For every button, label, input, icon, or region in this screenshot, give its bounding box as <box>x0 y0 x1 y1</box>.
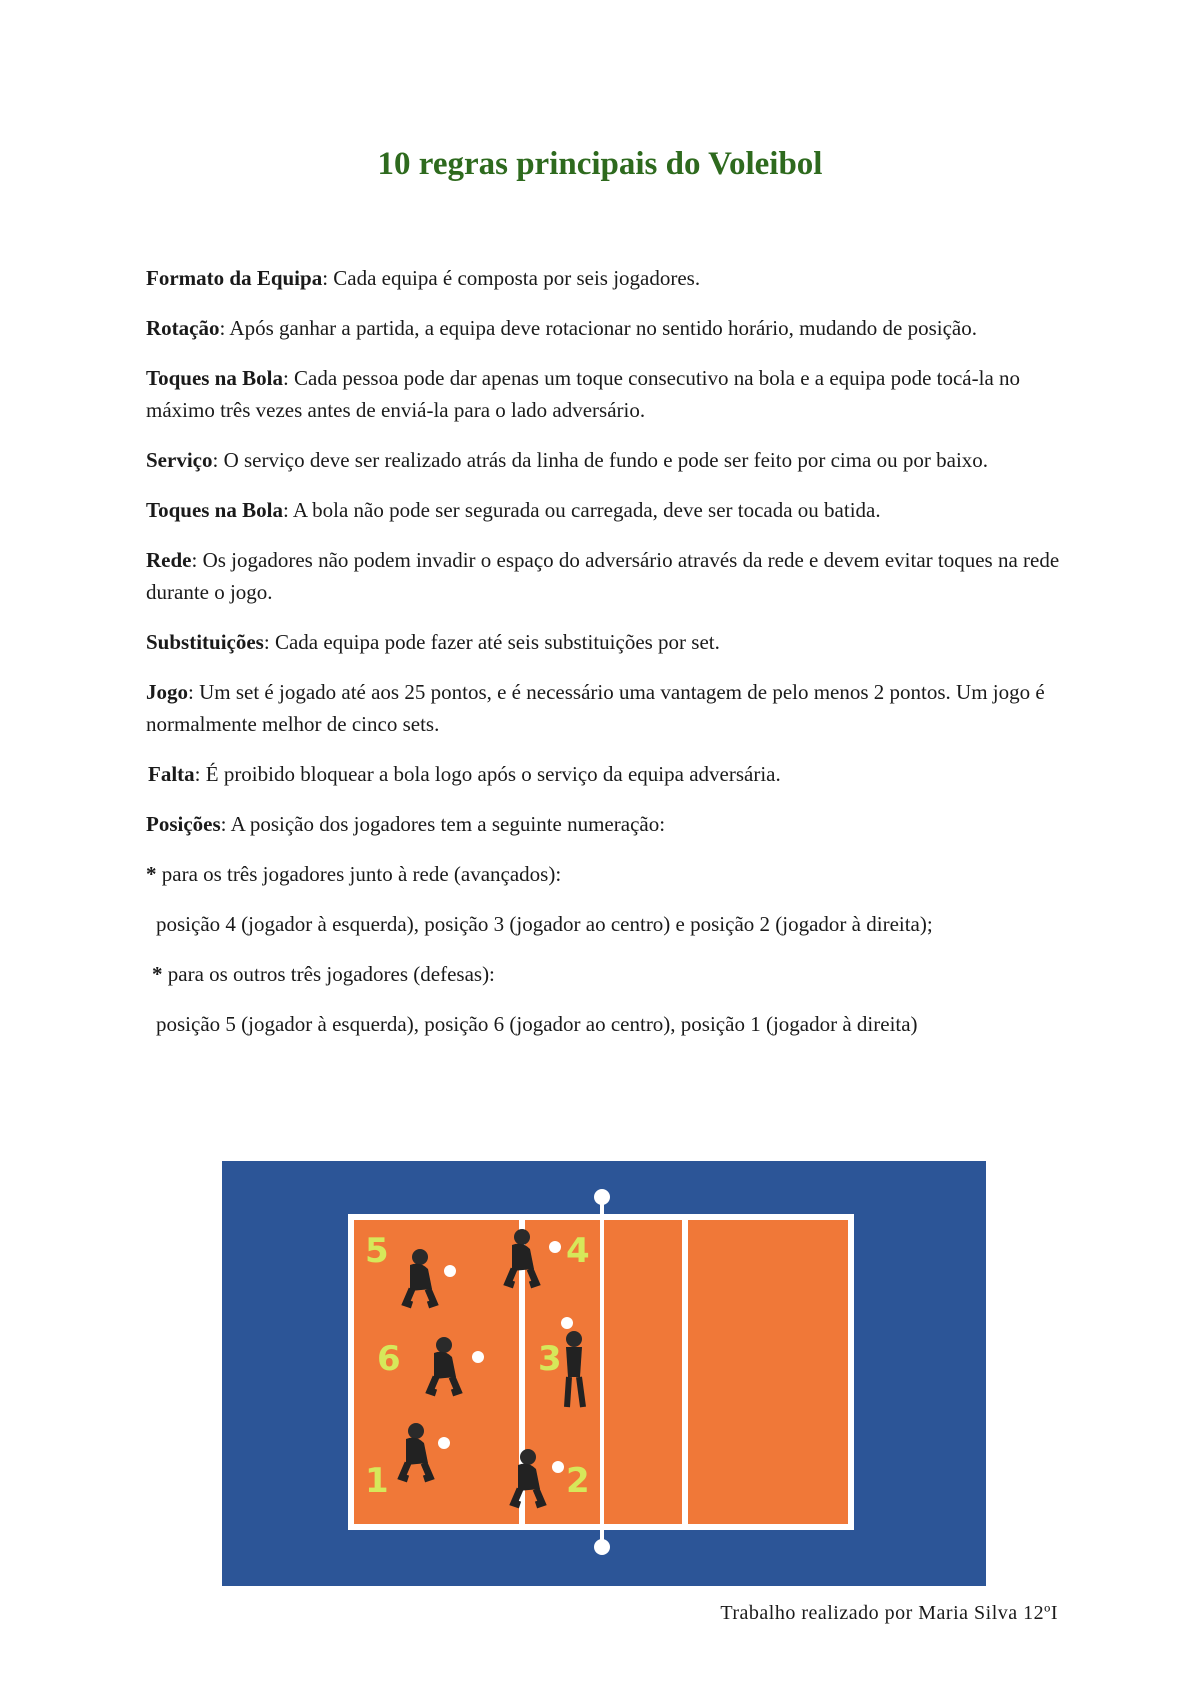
rule-text: : Um set é jogado até aos 25 pontos, e é necessário uma vantagem de pelo menos 2 pontos. Um jogo é normalmente melhor de cinco sets. <box>146 680 1045 736</box>
footer-author: Trabalho realizado por Maria Silva 12ºI <box>720 1602 1058 1624</box>
rule-term: Toques na Bola <box>146 498 283 522</box>
position-number: 6 <box>377 1339 401 1379</box>
rule-item <box>146 676 1076 740</box>
rule-text: : O serviço deve ser realizado atrás da linha de fundo e pode ser feito por cima ou por baixo. <box>212 448 989 472</box>
front-positions-detail: posição 4 (jogador à esquerda), posição 3 (jogador ao centro) e posição 2 (jogador à direita); <box>156 912 933 936</box>
rule-item <box>146 626 1076 658</box>
front-players-label: para os três jogadores junto à rede (avançados): <box>156 862 562 886</box>
position-number: 5 <box>365 1231 389 1271</box>
rule-term: Rede <box>146 548 192 572</box>
back-positions-detail: posição 5 (jogador à esquerda), posição 6 (jogador ao centro), posição 1 (jogador à direita) <box>156 1012 918 1036</box>
rule-term: Formato da Equipa <box>146 266 323 290</box>
rule-item <box>146 444 1076 476</box>
rule-term: Substituições <box>146 630 264 654</box>
position-number: 3 <box>538 1339 562 1379</box>
rule-text: : Após ganhar a partida, a equipa deve rotacionar no sentido horário, mudando de posição. <box>219 316 977 340</box>
rule-term: Toques na Bola <box>146 366 283 390</box>
rule-text: : Cada pessoa pode dar apenas um toque consecutivo na bola e a equipa pode tocá-la no máximo três vezes antes de enviá-la para o lado adversário. <box>146 366 1021 422</box>
rule-term: Rotação <box>146 316 220 340</box>
rule-term: Jogo <box>146 680 188 704</box>
bullet-star: * <box>146 862 157 886</box>
rule-text: : Cada equipa pode fazer até seis substituições por set. <box>263 630 720 654</box>
court-illustration <box>222 1161 986 1586</box>
page-title: 10 regras principais do Voleibol <box>377 146 823 182</box>
net-post-bottom <box>594 1539 610 1555</box>
rule-item <box>146 544 1076 608</box>
position-number: 1 <box>365 1461 389 1501</box>
rule-item <box>146 312 1076 344</box>
back-players-line <box>146 958 1076 990</box>
rule-text: : A posição dos jogadores tem a seguinte numeração: <box>220 812 666 836</box>
back-players-label: para os outros três jogadores (defesas): <box>162 962 495 986</box>
rules-list <box>146 262 1076 1058</box>
rule-text: : Os jogadores não podem invadir o espaço do adversário através da rede e devem evitar toques na rede durante o jogo. <box>146 548 1060 604</box>
rule-item <box>146 808 1076 840</box>
court-diagram <box>222 1161 986 1586</box>
bullet-star: * <box>152 962 163 986</box>
rule-term: Falta <box>148 762 195 786</box>
rule-item <box>146 758 1076 790</box>
rule-text: : Cada equipa é composta por seis jogadores. <box>322 266 701 290</box>
net-post-top <box>594 1189 610 1205</box>
rule-text: : A bola não pode ser segurada ou carregada, deve ser tocada ou batida. <box>282 498 881 522</box>
rule-text: : É proibido bloquear a bola logo após o serviço da equipa adversária. <box>194 762 781 786</box>
position-number: 4 <box>566 1231 590 1271</box>
rule-term: Posições <box>146 812 221 836</box>
rule-item <box>146 362 1076 426</box>
position-number: 2 <box>566 1461 590 1501</box>
rule-item <box>146 262 1076 294</box>
front-players-line <box>146 858 1076 890</box>
rule-term: Serviço <box>146 448 213 472</box>
rule-item <box>146 494 1076 526</box>
